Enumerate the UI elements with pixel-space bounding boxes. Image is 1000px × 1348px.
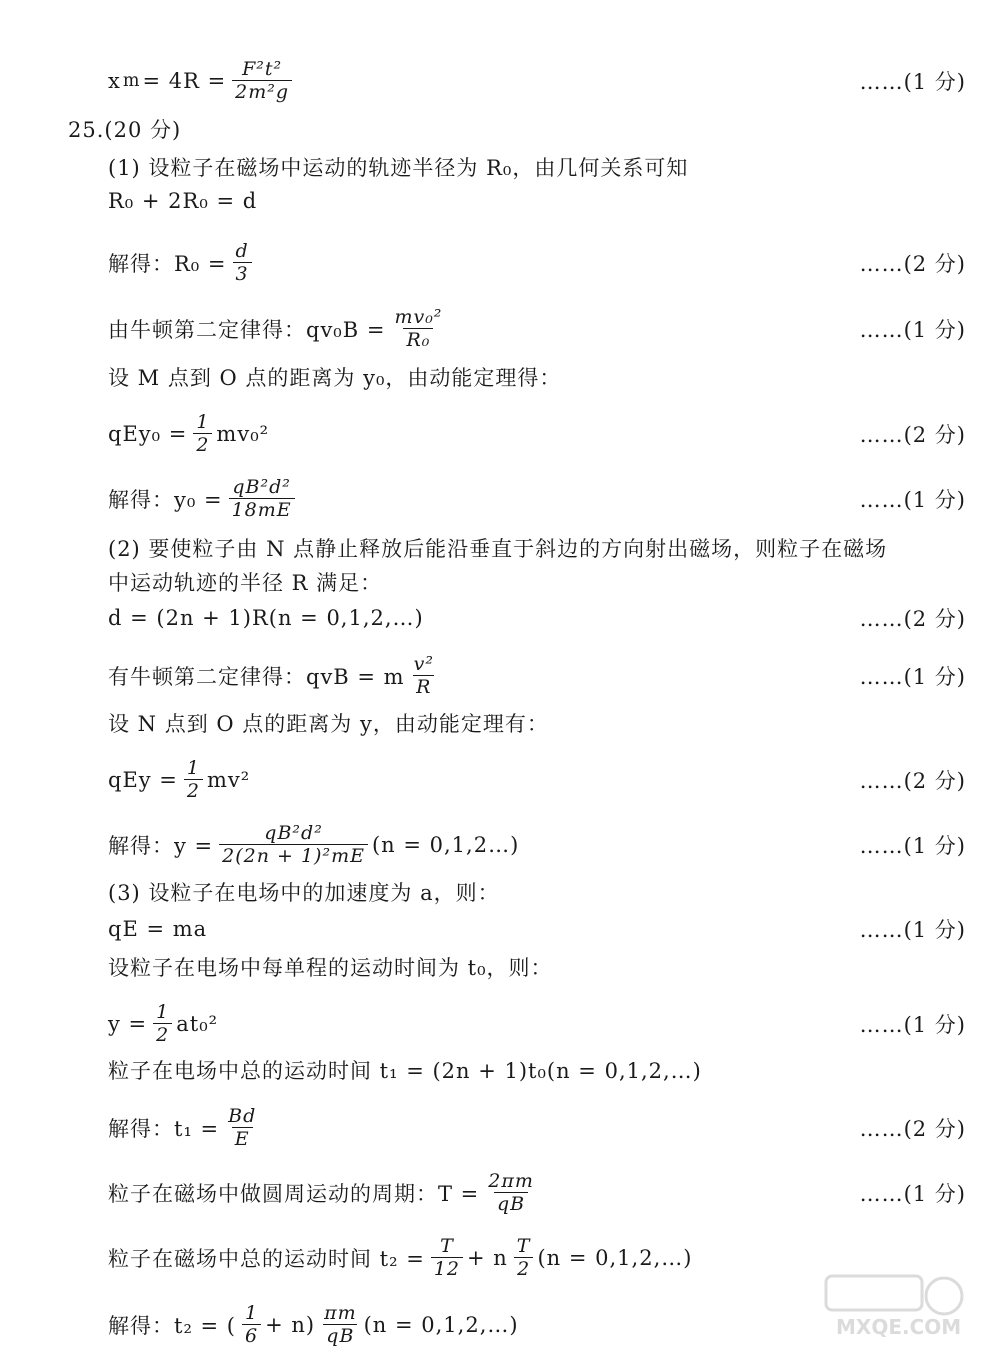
- fraction-denominator: 2: [153, 1023, 172, 1046]
- fraction-numerator: mv₀²: [394, 306, 443, 328]
- line-content: [108, 189, 259, 213]
- text-segment: 解得：R₀ =: [108, 251, 227, 276]
- text-segment: 设 M 点到 O 点的距离为 y₀，由动能定理得：: [108, 366, 562, 390]
- fraction: [193, 411, 212, 456]
- text-segment: mv₀²: [216, 421, 270, 446]
- line-content: [108, 822, 521, 867]
- fraction-numerator: 1: [186, 757, 201, 779]
- text-segment: qEy =: [108, 767, 178, 792]
- score-mark: ……(2 分): [859, 251, 966, 276]
- text-segment: 设 N 点到 O 点的距离为 y，由动能定理有：: [108, 712, 549, 736]
- solution-line: [108, 708, 966, 738]
- fraction-numerator: Bd: [228, 1105, 257, 1127]
- score-mark: ……(2 分): [859, 422, 966, 447]
- text-segment: 设粒子在电场中每单程的运动时间为 t₀，则：: [108, 956, 553, 980]
- text-segment: + n): [265, 1312, 316, 1337]
- line-content: [108, 1235, 694, 1280]
- solution-line: [108, 877, 966, 907]
- line-content: [108, 533, 889, 563]
- fraction: [431, 1235, 463, 1280]
- fraction-numerator: F²t²: [242, 58, 283, 80]
- solution-line: [108, 603, 966, 633]
- fraction-denominator: 2m²g: [232, 80, 292, 103]
- fraction-denominator: 2: [193, 433, 212, 456]
- solution-line: [108, 240, 966, 285]
- text-segment: (n = 0,1,2…): [371, 832, 520, 857]
- fraction-denominator: qB: [323, 1324, 357, 1347]
- score-mark: ……(1 分): [859, 487, 966, 512]
- line-content: [108, 708, 551, 738]
- line-content: [108, 476, 299, 521]
- fraction-denominator: 3: [233, 262, 252, 285]
- solution-line: [108, 1105, 966, 1150]
- line-content: [108, 952, 555, 982]
- fraction: [229, 476, 295, 521]
- score-mark: ……(1 分): [859, 69, 966, 94]
- text-segment: qE = ma: [108, 917, 208, 941]
- text-segment: 25.(20 分): [68, 118, 182, 142]
- text-segment: = 4R =: [142, 68, 227, 93]
- solution-line: [108, 533, 966, 563]
- text-segment: (n = 0,1,2,…): [363, 1312, 519, 1337]
- line-content: [108, 1105, 263, 1150]
- text-segment: 粒子在磁场中总的运动时间 t₂ =: [108, 1246, 425, 1271]
- text-segment: mv²: [207, 767, 251, 792]
- fraction: [411, 653, 437, 698]
- line-content: [108, 58, 296, 103]
- solution-line: [108, 1170, 966, 1215]
- fraction-denominator: R₀: [403, 328, 433, 351]
- line-content: [108, 306, 449, 351]
- fraction: [514, 1235, 534, 1280]
- text-segment: d = (2n + 1)R(n = 0,1,2,…): [108, 606, 424, 630]
- solution-line: [108, 362, 966, 392]
- fraction: [184, 757, 203, 802]
- line-content: [108, 877, 502, 907]
- fraction-denominator: 2(2n + 1)²mE: [219, 844, 368, 867]
- text-segment: 解得：t₁ =: [108, 1116, 220, 1141]
- text-segment: (3) 设粒子在电场中的加速度为 a，则：: [108, 881, 500, 905]
- line-content: [108, 567, 384, 597]
- fraction-denominator: 2: [514, 1257, 533, 1280]
- solution-line: [108, 757, 966, 802]
- text-segment: (1) 设粒子在磁场中运动的轨迹半径为 R₀，由几何关系可知: [108, 156, 689, 180]
- line-content: [108, 240, 256, 285]
- solution-line: [108, 152, 966, 182]
- solution-line: [108, 411, 966, 456]
- fraction-denominator: qB: [494, 1192, 528, 1215]
- text-segment: (2) 要使粒子由 N 点静止释放后能沿垂直于斜边的方向射出磁场，则粒子在磁场: [108, 537, 888, 561]
- line-content: [108, 606, 426, 630]
- fraction-numerator: 2πm: [488, 1170, 534, 1192]
- fraction-numerator: T: [440, 1235, 454, 1257]
- line-content: [108, 653, 441, 698]
- fraction-numerator: qB²d²: [232, 476, 291, 498]
- score-mark: ……(2 分): [859, 607, 966, 631]
- line-content: [108, 1001, 220, 1046]
- text-segment: 解得：t₂ = (: [108, 1313, 236, 1338]
- score-mark: ……(1 分): [859, 664, 966, 689]
- fraction: [219, 822, 368, 867]
- solution-line: [108, 914, 966, 944]
- score-mark: ……(1 分): [859, 1012, 966, 1037]
- fraction: [153, 1001, 172, 1046]
- line-content: [68, 114, 183, 144]
- text-segment: 解得：y =: [108, 833, 214, 858]
- text-segment: 粒子在磁场中做圆周运动的周期：T =: [108, 1181, 480, 1206]
- line-content: [108, 1055, 704, 1085]
- solution-line: [68, 114, 966, 144]
- fraction-numerator: T: [516, 1235, 531, 1257]
- text-segment: 解得：y₀ =: [108, 487, 223, 512]
- watermark-text: MXQE.COM: [836, 1315, 962, 1339]
- fraction: [485, 1170, 537, 1215]
- fraction-numerator: v²: [413, 653, 434, 675]
- solution-line: [108, 952, 966, 982]
- fraction: [391, 306, 445, 351]
- solution-line: [108, 567, 966, 597]
- score-mark: ……(2 分): [859, 1116, 966, 1141]
- text-segment: qEy₀ =: [108, 421, 188, 446]
- score-mark: ……(1 分): [859, 317, 966, 342]
- line-content: [108, 362, 563, 392]
- line-content: [108, 411, 271, 456]
- watermark-logo-icon: [816, 1266, 976, 1342]
- fraction-denominator: 2: [184, 779, 203, 802]
- text-segment: 粒子在电场中总的运动时间 t₁ = (2n + 1)t₀(n = 0,1,2,…): [108, 1059, 702, 1083]
- solution-line: [108, 58, 966, 103]
- text-segment: 中运动轨迹的半径 R 满足：: [108, 571, 383, 595]
- solution-line: [108, 189, 966, 213]
- score-mark: ……(1 分): [859, 1181, 966, 1206]
- text-segment: at₀²: [176, 1011, 219, 1036]
- text-segment: 有牛顿第二定律得：qvB = m: [108, 664, 405, 689]
- text-segment: m: [122, 70, 141, 91]
- score-mark: ……(1 分): [859, 833, 966, 858]
- fraction-numerator: 1: [196, 411, 210, 433]
- text-segment: x: [108, 68, 121, 93]
- fraction: [225, 1105, 259, 1150]
- fraction-denominator: 12: [431, 1257, 463, 1280]
- fraction-numerator: d: [235, 240, 249, 262]
- fraction-numerator: πm: [324, 1302, 357, 1324]
- fraction-denominator: R: [413, 675, 434, 698]
- text-segment: + n: [467, 1245, 508, 1270]
- fraction-numerator: qB²d²: [264, 822, 323, 844]
- score-mark: ……(1 分): [859, 918, 966, 942]
- solution-line: [108, 306, 966, 351]
- fraction-numerator: 1: [245, 1302, 259, 1324]
- line-content: [108, 757, 252, 802]
- fraction-denominator: 18mE: [229, 498, 295, 521]
- line-content: [108, 152, 690, 182]
- line-content: [108, 1170, 541, 1215]
- solution-line: [108, 653, 966, 698]
- line-content: [108, 917, 209, 941]
- solution-line: [108, 822, 966, 867]
- score-mark: ……(2 分): [859, 768, 966, 793]
- fraction-denominator: 6: [242, 1324, 261, 1347]
- fraction: [233, 240, 252, 285]
- text-segment: 由牛顿第二定律得：qv₀B =: [108, 317, 386, 342]
- fraction: [321, 1302, 360, 1347]
- text-segment: R₀ + 2R₀ = d: [108, 189, 258, 213]
- fraction-denominator: E: [232, 1127, 253, 1150]
- text-segment: y =: [108, 1011, 148, 1036]
- text-segment: (n = 0,1,2,…): [537, 1245, 693, 1270]
- fraction-numerator: 1: [156, 1001, 170, 1023]
- line-content: [108, 1302, 521, 1347]
- solution-line: [108, 476, 966, 521]
- fraction: [242, 1302, 261, 1347]
- solution-line: [108, 1001, 966, 1046]
- solution-line: [108, 1055, 966, 1085]
- fraction: [232, 58, 292, 103]
